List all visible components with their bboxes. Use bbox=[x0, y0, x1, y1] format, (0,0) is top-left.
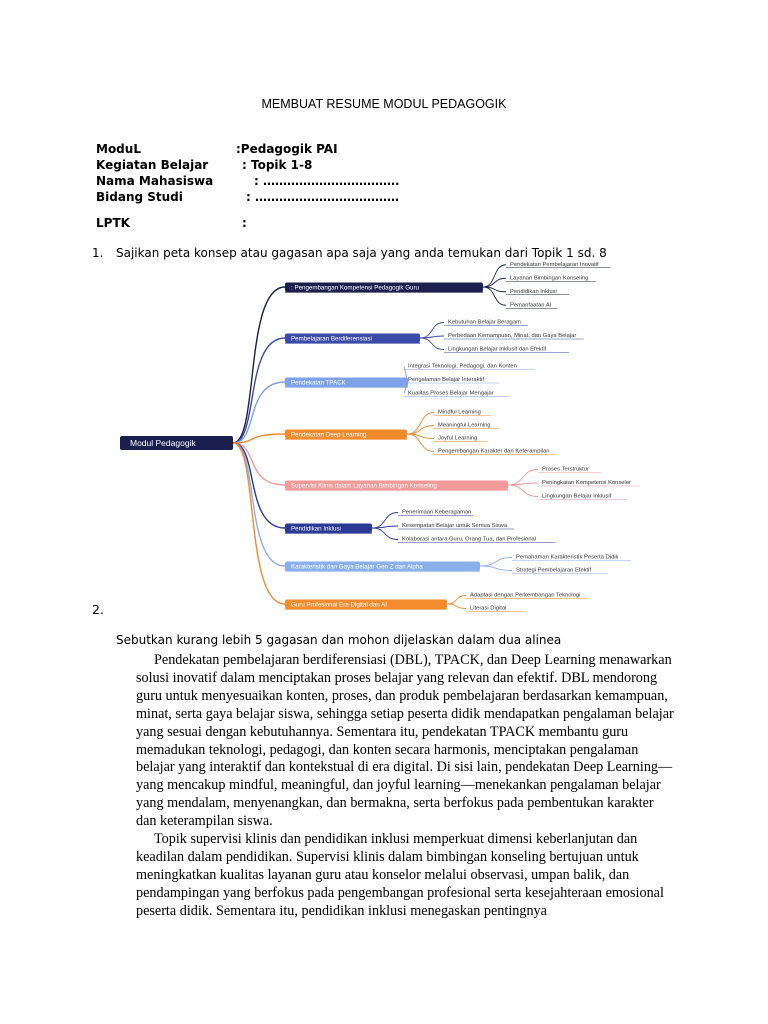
branch-label: Pendekatan TPACK bbox=[291, 379, 346, 387]
leaf-label: Lingkungan Belajar Inklusif bbox=[542, 493, 612, 500]
leaf-connector bbox=[420, 338, 444, 350]
branch-connector bbox=[233, 443, 285, 528]
branch-connector bbox=[233, 443, 285, 604]
root-label: Modul Pedagogik bbox=[130, 438, 196, 448]
info-label: ModuL bbox=[96, 142, 141, 156]
info-label: Kegiatan Belajar bbox=[96, 158, 209, 172]
branch-label: Supervisi Klinis dalam Layanan Bimbingan Konseling bbox=[291, 482, 437, 490]
leaf-label: Meaningful Learning bbox=[438, 422, 491, 429]
info-value: :Pedagogik PAI bbox=[236, 142, 338, 156]
leaf-label: Pengalaman Belajar Interaktif bbox=[408, 377, 485, 383]
leaf-label: Integrasi Teknologi, Pedagogi, dan Konten bbox=[408, 363, 517, 370]
leaf-label: Kualitas Proses Belajar Mengajar bbox=[408, 390, 494, 397]
leaf-connector bbox=[407, 426, 434, 435]
question-2-text: Sebutkan kurang lebih 5 gagasan dan mohon dijelaskan dalam dua alinea bbox=[116, 633, 562, 647]
leaf-connector bbox=[372, 528, 398, 540]
info-label: LPTK bbox=[96, 216, 130, 230]
branch-label: Guru Profesional Era Digital dan AI bbox=[291, 601, 387, 609]
leaf-label: Lingkungan Belajar Inklusif dan Efektif bbox=[448, 346, 547, 353]
branch-label: Karakteristik dan Gaya Belajar Gen Z dan Alpha bbox=[291, 563, 423, 571]
branch-label: Pendekatan Deep Learning bbox=[291, 431, 367, 439]
leaf-connector bbox=[420, 336, 444, 338]
document-title: MEMBUAT RESUME MODUL PEDAGOGIK bbox=[261, 97, 507, 111]
leaf-connector bbox=[483, 278, 506, 287]
leaf-label: Pendekatan Pembelajaran Inovatif bbox=[510, 261, 599, 268]
leaf-label: Pendidikan Inklusi bbox=[510, 288, 557, 295]
branch-label: Pendidikan Inklusi bbox=[291, 525, 341, 533]
info-value: : Topik 1-8 bbox=[242, 158, 313, 172]
leaf-label: Perbedaan Kemampuan, Minat, dan Gaya Belajar bbox=[448, 333, 577, 339]
leaf-connector bbox=[447, 596, 466, 605]
answer-body bbox=[136, 652, 676, 921]
info-value: : ……………………………. bbox=[254, 174, 400, 188]
leaf-label: Joyful Learning bbox=[438, 435, 478, 442]
info-label: Bidang Studi bbox=[96, 190, 183, 204]
question-2-number: 2. bbox=[92, 602, 104, 617]
leaf-connector bbox=[407, 413, 434, 435]
branch-connector bbox=[233, 338, 285, 443]
answer-paragraph-1: Pendekatan pembelajaran berdiferensiasi (DBL), TPACK, dan Deep Learning menawarkan solusi inovatif dalam menciptakan proses belajar yang relevan dan efektif. DBL mendorong guru untuk menyesuaikan konten, proses, dan produk pembelajaran berdasarkan kemampuan, minat, serta gaya belajar siswa, sehingga setiap peserta didik mendapatkan pengalaman belajar yang sesuai dengan kebutuhannya. Sementara itu, pendekatan TPACK membantu guru memadukan teknologi, pedagogi, dan konten secara harmonis, menciptakan pengalaman belajar yang interaktif dan kontekstual di era digital. Di sisi lain, pendekatan Deep Learning—yang mencakup mindful, meaningful, dan joyful learning—menekankan pengalaman belajar yang mendalam, menyenangkan, dan bermakna, serta berfokus pada pembentukan karakter dan keterampilan siswa. bbox=[136, 652, 674, 830]
leaf-label: Literasi Digital bbox=[470, 605, 507, 612]
info-value: : bbox=[242, 216, 247, 230]
leaf-label: Layanan Bimbingan Konseling bbox=[510, 275, 589, 282]
leaf-label: Pengembangan Karakter dan Keterampilan bbox=[438, 448, 550, 455]
answer-paragraph-2: Topik supervisi klinis dan pendidikan inklusi memperkuat dimensi keberlanjutan dan keadilan dalam pendidikan. Supervisi klinis dalam bimbingan konseling bertujuan untuk meningkatkan kualitas layanan guru atau konselor melalui observasi, umpan balik, dan pendampingan yang berfokus pada pengembangan profesional serta kesejahteraan emosional peserta didik. Sementara itu, pendidikan inklusi menegaskan pentingnya bbox=[136, 831, 664, 919]
branch-label: Pembelajaran Berdiferensiasi bbox=[291, 335, 372, 343]
leaf-connector bbox=[480, 566, 512, 571]
info-value: : ……………………………… bbox=[246, 190, 399, 204]
leaf-label: Proses Terstruktur bbox=[542, 466, 589, 473]
leaf-label: Kebutuhan Belajar Beragam bbox=[448, 319, 521, 326]
leaf-connector bbox=[508, 485, 538, 497]
leaf-label: Penerimaan Keberagaman bbox=[402, 509, 472, 516]
leaf-label: Mindful Learning bbox=[438, 409, 481, 416]
leaf-label: Kolaborasi antara Guru, Orang Tua, dan Profesional bbox=[402, 536, 537, 543]
branch-label: : Pengembangan Kompetensi Pedagogik Guru bbox=[291, 284, 419, 292]
leaf-connector bbox=[483, 265, 506, 287]
leaf-label: Adaptasi dengan Perkembangan Teknologi bbox=[470, 592, 581, 599]
leaf-connector bbox=[372, 526, 398, 528]
leaf-label: Strategi Pembelajaran Efektif bbox=[516, 567, 592, 574]
leaf-label: Pemanfaatan AI bbox=[510, 302, 552, 309]
info-label: Nama Mahasiswa bbox=[96, 174, 214, 188]
leaf-label: Peningkatan Kompetensi Konselor bbox=[542, 480, 631, 486]
question-number: 1. bbox=[92, 246, 104, 260]
leaf-label: Kesempatan Belajar untuk Semua Siswa bbox=[402, 523, 508, 529]
question-text: Sajikan peta konsep atau gagasan apa saja yang anda temukan dari Topik 1 sd. 8 bbox=[116, 246, 607, 260]
leaf-connector bbox=[447, 604, 466, 609]
leaf-label: Pemahaman Karakteristik Peserta Didik bbox=[516, 554, 619, 561]
leaf-connector bbox=[508, 483, 538, 485]
leaf-connector bbox=[480, 558, 512, 567]
